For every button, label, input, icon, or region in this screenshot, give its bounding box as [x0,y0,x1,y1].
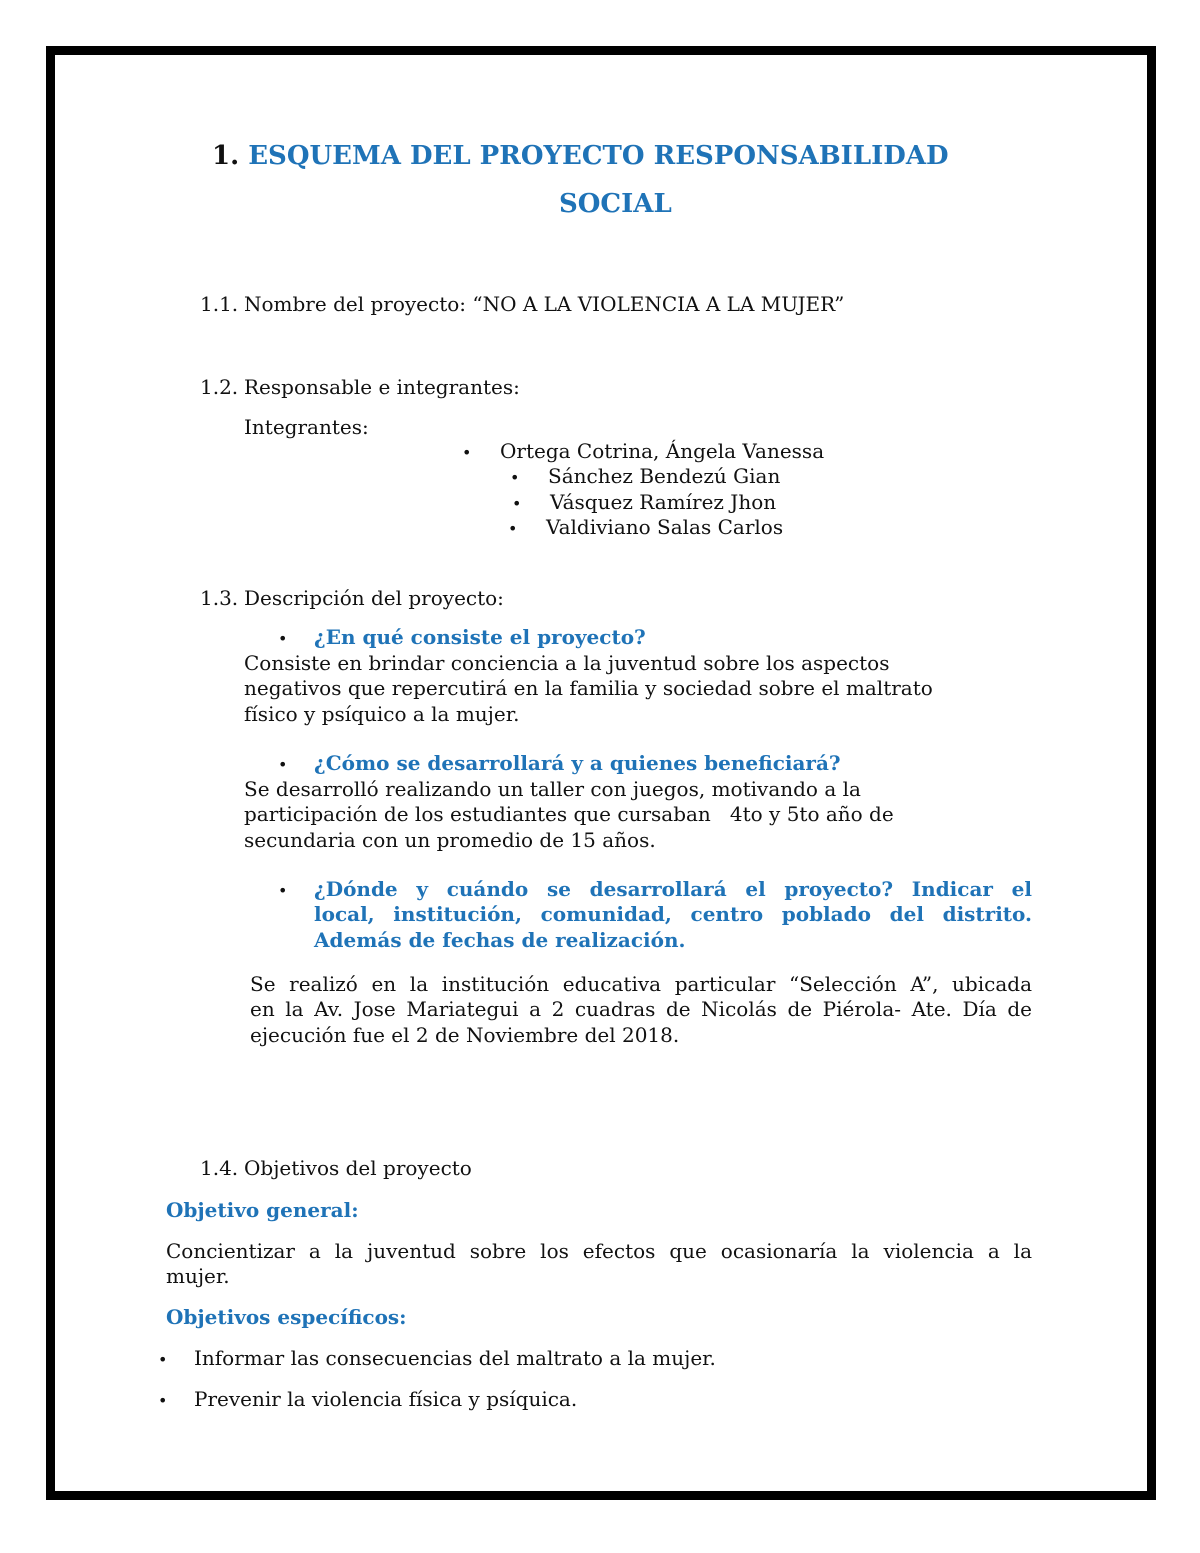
section-1-1 [200,292,844,318]
question-3-line: Además de fechas de realización. [314,928,686,952]
bullet-icon: • [512,494,522,513]
answer-3-line: en la Av. Jose Mariategui a 2 cuadras de Nicolás de Piérola- Ate. Día de [250,997,1032,1021]
bullet-icon: • [158,1391,168,1410]
page-title-line-2: SOCIAL [559,189,672,219]
question-2 [278,751,841,778]
bullet-icon: • [508,519,518,538]
section-number: 1.2. [200,375,239,399]
answer-2-line: secundaria con un promedio de 15 años. [244,828,656,852]
section-number: 1.1. [200,292,239,316]
question-text: ¿Cómo se desarrollará y a quienes beneficiará? [314,751,841,775]
specific-objective-item [158,1346,716,1373]
question-3-bullet [278,877,314,904]
member-name: Vásquez Ramírez Jhon [550,490,777,514]
member-name: Sánchez Bendezú Gian [548,464,781,488]
general-objective-label: Objetivo general: [166,1198,359,1222]
bullet-icon: • [510,468,520,487]
member-list-item [510,464,780,491]
member-list-item [462,439,824,466]
responsables-text: Responsable e integrantes: [244,375,520,399]
section-1-4 [200,1156,472,1182]
member-list-item [508,515,783,542]
bullet-icon: • [158,1350,168,1369]
answer-3-line: ejecución fue el 2 de Noviembre del 2018. [250,1023,680,1047]
answer-1-line: Consiste en brindar conciencia a la juventud sobre los aspectos [244,651,890,675]
title-line-1: ESQUEMA DEL PROYECTO RESPONSABILIDAD [248,141,949,171]
answer-2-line: Se desarrolló realizando un taller con juegos, motivando a la [244,777,861,801]
question-3-line: local, institución, comunidad, centro poblado del distrito. [314,902,1032,926]
section-number: 1.3. [200,586,239,610]
answer-2-line: participación de los estudiantes que cursaban 4to y 5to año de [244,802,894,826]
specific-objectives-label: Objetivos específicos: [166,1305,407,1329]
objectives-text: Objetivos del proyecto [244,1156,472,1180]
description-text: Descripción del proyecto: [244,586,504,610]
title-number: 1. [212,141,240,171]
answer-3-line: Se realizó en la institución educativa particular “Selección A”, ubicada [250,972,1032,996]
question-1 [278,625,646,652]
bullet-icon: • [462,443,472,462]
project-name-text: Nombre del proyecto: “NO A LA VIOLENCIA A LA MUJER” [244,292,845,316]
general-objective-line: mujer. [166,1264,230,1288]
specific-objective-text: Prevenir la violencia física y psíquica. [194,1387,578,1411]
answer-1-line: negativos que repercutirá en la familia y sociedad sobre el maltrato [244,676,933,700]
bullet-icon: • [278,755,288,774]
general-objective-line: Concientizar a la juventud sobre los efectos que ocasionaría la violencia a la [166,1239,1032,1263]
question-text: ¿En qué consiste el proyecto? [314,625,646,649]
bullet-icon: • [278,881,288,900]
integrantes-label: Integrantes: [244,415,369,439]
question-3-line: ¿Dónde y cuándo se desarrollará el proyecto? Indicar el [314,877,1032,901]
answer-1-line: físico y psíquico a la mujer. [244,702,520,726]
member-name: Ortega Cotrina, Ángela Vanessa [500,439,825,463]
section-1-2 [200,375,520,401]
section-number: 1.4. [200,1156,239,1180]
specific-objective-item [158,1387,577,1414]
specific-objective-text: Informar las consecuencias del maltrato a la mujer. [194,1346,716,1370]
member-name: Valdiviano Salas Carlos [546,515,784,539]
member-list-item [512,490,776,517]
section-1-3 [200,586,504,612]
bullet-icon: • [278,629,288,648]
